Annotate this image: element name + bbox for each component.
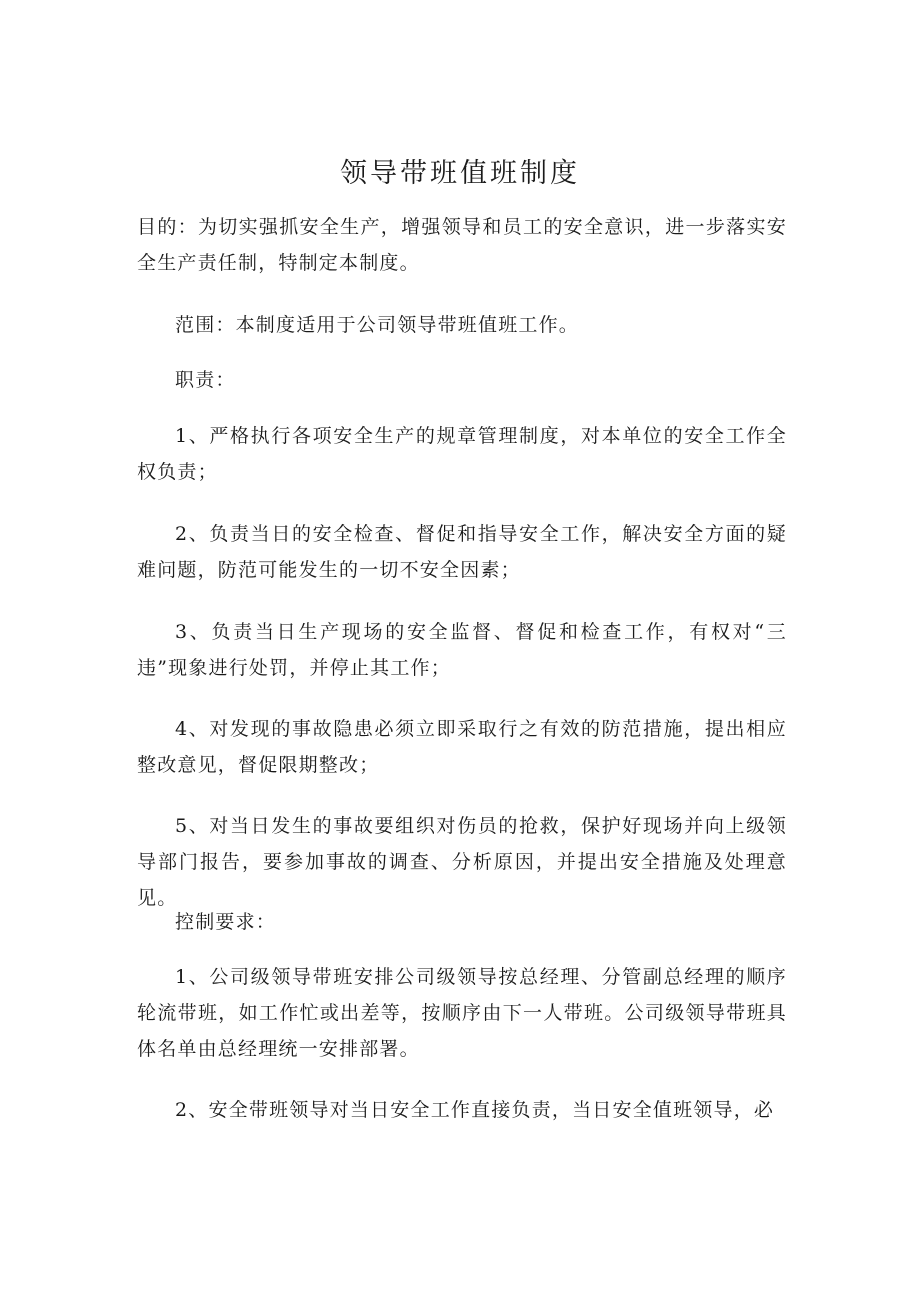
- scope-paragraph: 范围：本制度适用于公司领导带班值班工作。: [175, 314, 580, 336]
- control-heading: 控制要求：: [175, 911, 277, 933]
- duties-heading: 职责：: [175, 369, 236, 391]
- control-item-2: 2、安全带班领导对当日安全工作直接负责，当日安全值班领导，必: [175, 1099, 775, 1121]
- document-title: 领导带班值班制度: [340, 158, 580, 189]
- purpose-paragraph: 目的：为切实强抓安全生产，增强领导和员工的安全意识，进一步落实安全生产责任制，特制定本制度。: [137, 216, 787, 274]
- control-item-1: 1、公司级领导带班安排公司级领导按总经理、分管副总经理的顺序轮流带班，如工作忙或出差等，按顺序由下一人带班。公司级领导带班具体名单由总经理统一安排部署。: [137, 966, 787, 1060]
- duty-item-2: 2、负责当日的安全检查、督促和指导安全工作，解决安全方面的疑难问题，防范可能发生的一切不安全因素；: [137, 523, 787, 581]
- duty-item-5: 5、对当日发生的事故要组织对伤员的抢救，保护好现场并向上级领导部门报告，要参加事故的调查、分析原因，并提出安全措施及处理意见。: [137, 815, 787, 909]
- duty-item-1: 1、严格执行各项安全生产的规章管理制度，对本单位的安全工作全权负责；: [137, 425, 787, 483]
- duty-item-3: 3、负责当日生产现场的安全监督、督促和检查工作，有权对“三违”现象进行处罚，并停止其工作；: [137, 621, 787, 679]
- duty-item-4: 4、对发现的事故隐患必须立即采取行之有效的防范措施，提出相应整改意见，督促限期整改；: [137, 718, 787, 776]
